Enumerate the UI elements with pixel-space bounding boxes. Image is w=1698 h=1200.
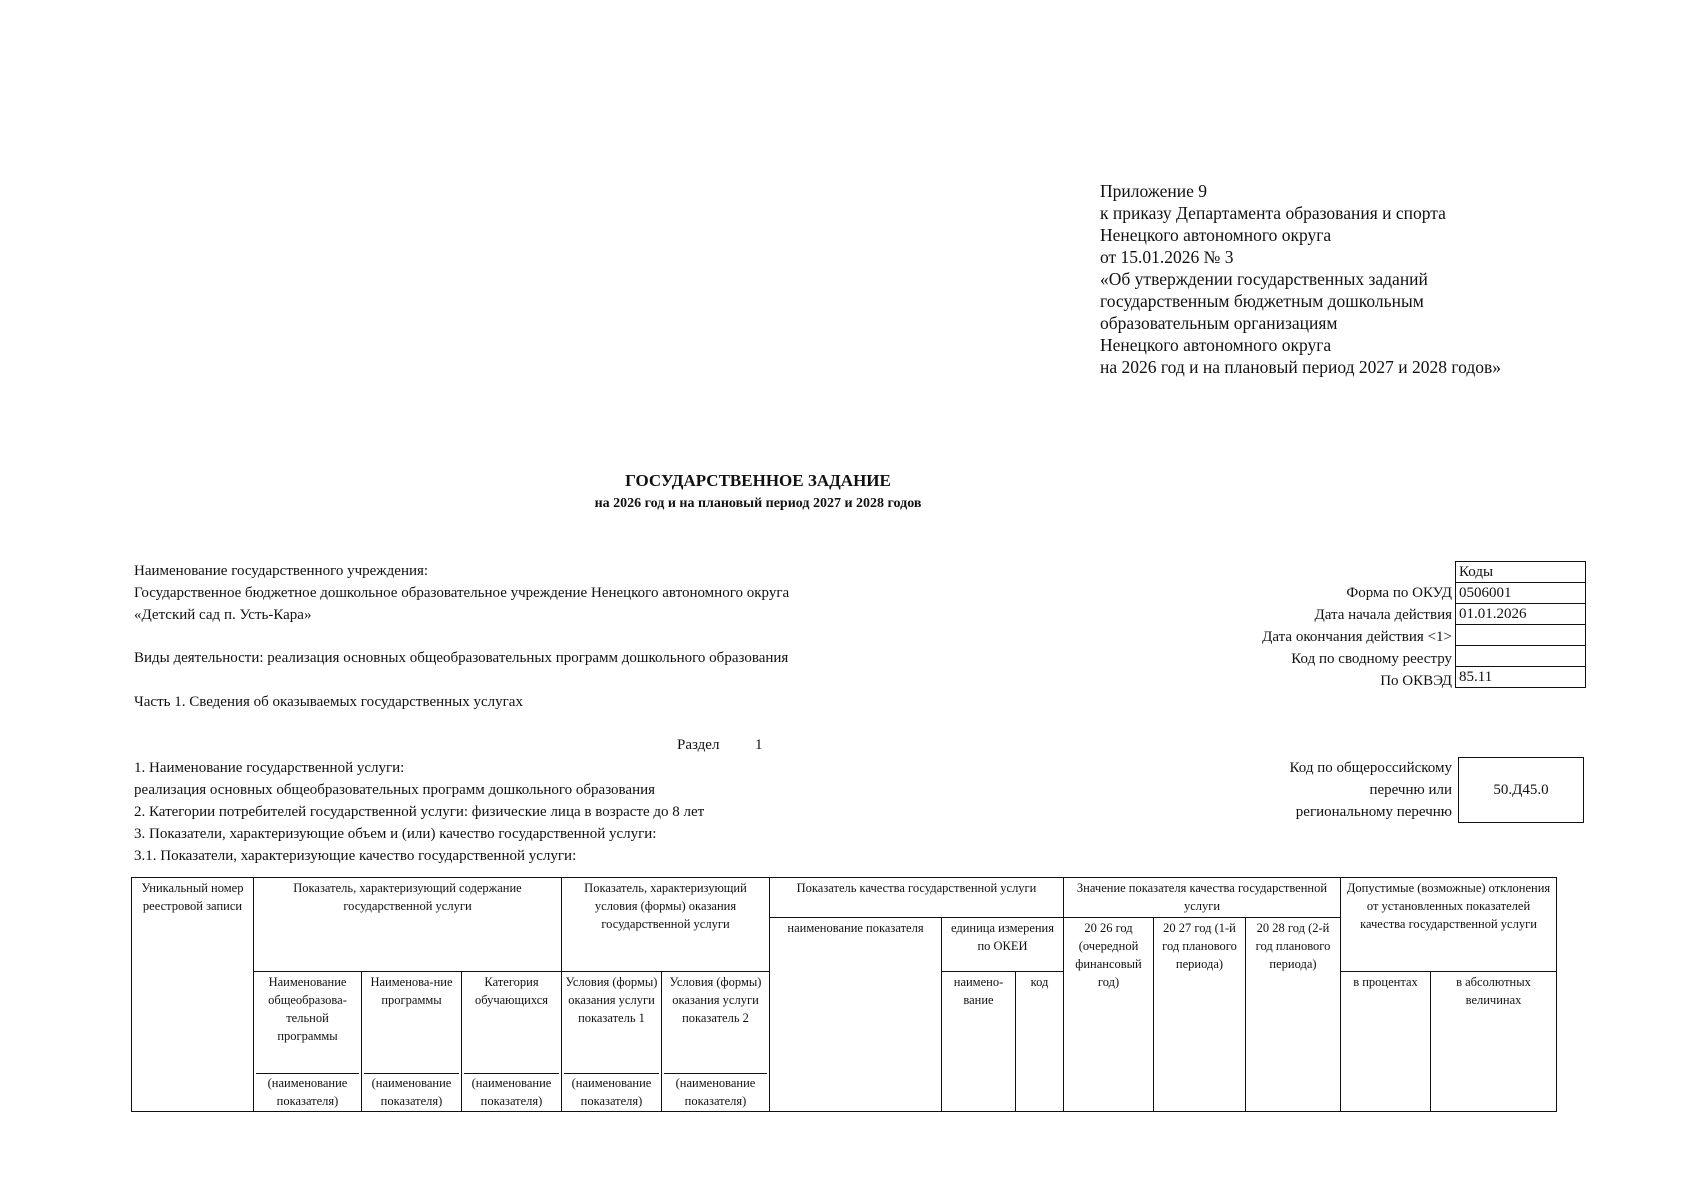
col-condition-1-label: Условия (формы) оказания услуги показатель 1 <box>565 975 658 1025</box>
consumer-category: 2. Категории потребителей государственной услуги: физические лица в возрасте до 8 лет <box>134 804 705 820</box>
col-category <box>462 972 562 1112</box>
code-start-date: 01.01.2026 <box>1456 604 1586 625</box>
appendix-line: государственным бюджетным дошкольным <box>1100 291 1424 311</box>
code-list-label-1: Код по общероссийскому <box>1289 760 1452 776</box>
appendix-line: «Об утверждении государственных заданий <box>1100 269 1428 289</box>
col-category-label: Категория обучающихся <box>474 975 549 1007</box>
document-title: ГОСУДАРСТВЕННОЕ ЗАДАНИЕ <box>625 471 891 490</box>
code-label-registry: Код по сводному реестру <box>1291 651 1452 667</box>
col-condition-2-label: Условия (формы) оказания услуги показатель 2 <box>669 975 762 1025</box>
service-name-label: 1. Наименование государственной услуги: <box>134 760 405 776</box>
col-note: (наименование показателя) <box>564 1073 659 1110</box>
col-unit-code: код <box>1016 972 1064 1112</box>
quality-indicators-table <box>131 877 1557 1112</box>
appendix-line: к приказу Департамента образования и спорта <box>1100 203 1446 223</box>
code-label-start: Дата начала действия <box>1314 607 1452 623</box>
col-edu-program-label: Наименование общеобразова-тельной программы <box>268 975 347 1043</box>
appendix-line: на 2026 год и на плановый период 2027 и 2028 годов» <box>1100 357 1502 377</box>
appendix-line: Ненецкого автономного округа <box>1100 225 1332 245</box>
col-edu-program <box>254 972 362 1112</box>
header-okei-unit: единица измерения по ОКЕИ <box>942 918 1064 972</box>
code-list-value: 50.Д45.0 <box>1458 757 1584 823</box>
header-content-indicator: Показатель, характеризующий содержание государственной услуги <box>254 878 562 972</box>
header-year-3: 20 28 год (2-й год планового периода) <box>1246 918 1341 1112</box>
code-label-okud: Форма по ОКУД <box>1346 585 1452 601</box>
code-okud: 0506001 <box>1456 583 1586 604</box>
col-note: (наименование показателя) <box>664 1073 767 1110</box>
institution-name: Государственное бюджетное дошкольное образовательное учреждение Ненецкого автономного округа <box>134 585 790 601</box>
header-conditions-indicator: Показатель, характеризующий условия (формы) оказания государственной услуги <box>562 878 770 972</box>
col-program <box>362 972 462 1112</box>
code-end-date <box>1456 625 1586 646</box>
section-number: 1 <box>755 737 763 753</box>
part-heading: Часть 1. Сведения об оказываемых государственных услугах <box>134 694 523 710</box>
institution-label: Наименование государственного учреждения: <box>134 563 429 579</box>
header-year-1: 20 26 год (очередной финансовый год) <box>1064 918 1154 1112</box>
col-condition-1 <box>562 972 662 1112</box>
codes-table <box>1455 561 1586 688</box>
header-indicator-value: Значение показателя качества государственной услуги <box>1064 878 1341 918</box>
section-label: Раздел <box>677 737 720 753</box>
code-list-label-3: региональному перечню <box>1295 804 1452 820</box>
institution-name-2: «Детский сад п. Усть-Кара» <box>134 607 312 623</box>
col-note: (наименование показателя) <box>464 1073 559 1110</box>
header-year-2: 20 27 год (1-й год планового периода) <box>1154 918 1246 1112</box>
header-allowed-deviation: Допустимые (возможные) отклонения от установленных показателей качества государственной услуги <box>1341 878 1557 972</box>
service-name: реализация основных общеобразовательных программ дошкольного образования <box>134 782 656 798</box>
header-unique-number: Уникальный номер реестровой записи <box>132 878 254 1112</box>
activity-type: Виды деятельности: реализация основных общеобразовательных программ дошкольного образования <box>134 650 789 666</box>
code-label-okved: По ОКВЭД <box>1380 673 1452 689</box>
col-absolute: в абсолютных величинах <box>1431 972 1557 1112</box>
code-list-label-2: перечню или <box>1369 782 1452 798</box>
header-quality-indicator: Показатель качества государственной услуги <box>770 878 1064 918</box>
col-note: (наименование показателя) <box>364 1073 459 1110</box>
quality-heading: 3.1. Показатели, характеризующие качество государственной услуги: <box>134 848 577 864</box>
appendix-line: Ненецкого автономного округа <box>1100 335 1332 355</box>
code-registry <box>1456 646 1586 667</box>
appendix-line: образовательным организациям <box>1100 313 1338 333</box>
appendix-line: Приложение 9 <box>1100 181 1208 201</box>
col-percent: в процентах <box>1341 972 1431 1112</box>
document-subtitle: на 2026 год и на плановый период 2027 и 2028 годов <box>594 496 922 511</box>
col-note: (наименование показателя) <box>256 1073 359 1110</box>
code-okved: 85.11 <box>1456 667 1586 688</box>
code-label-end: Дата окончания действия <1> <box>1262 629 1452 645</box>
appendix-line: от 15.01.2026 № 3 <box>1100 247 1234 267</box>
col-unit-name: наимено-вание <box>942 972 1016 1112</box>
codes-header: Коды <box>1456 562 1586 583</box>
col-condition-2 <box>662 972 770 1112</box>
indicators-heading: 3. Показатели, характеризующие объем и (или) качество государственной услуги: <box>134 826 657 842</box>
header-indicator-name: наименование показателя <box>770 918 942 1112</box>
col-program-label: Наименова-ние программы <box>370 975 453 1007</box>
appendix-block <box>1100 180 1501 378</box>
